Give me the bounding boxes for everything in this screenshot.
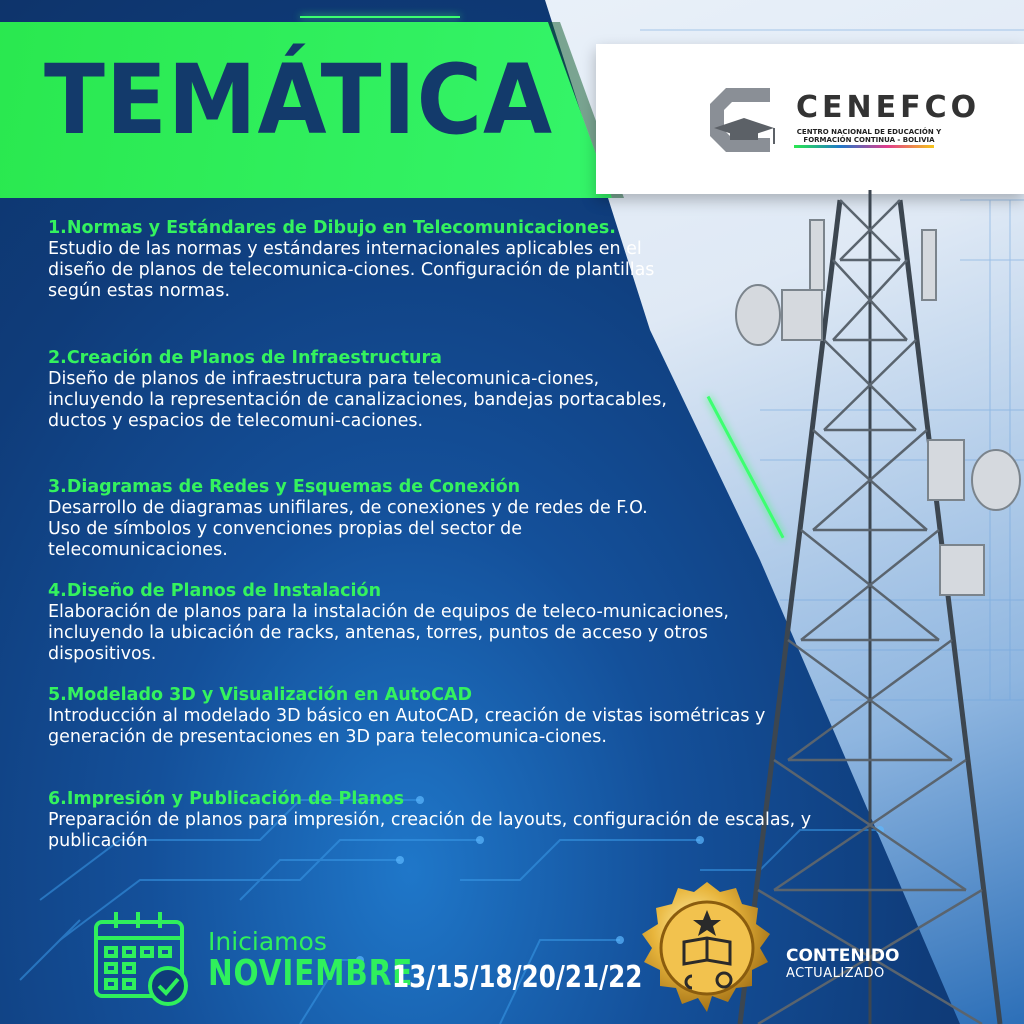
topic-description: Elaboración de planos para la instalación de equipos de teleco-municaciones, incluyendo la ubicación de racks, antenas, torres, puntos de acceso y otros dispositivos. xyxy=(48,602,729,664)
topic-title: 4.Diseño de Planos de Instalación xyxy=(48,581,382,601)
start-label: Iniciamos xyxy=(208,927,327,956)
topic-title: 5.Modelado 3D y Visualización en AutoCAD xyxy=(48,685,472,705)
topic-title: 1.Normas y Estándares de Dibujo en Telecomunicaciones. xyxy=(48,218,616,238)
topic-description: Introducción al modelado 3D básico en AutoCAD, creación de vistas isométricas y generación de presentaciones en 3D para telecomunica-ciones. xyxy=(48,706,766,747)
topic-description: Preparación de planos para impresión, creación de layouts, configuración de escalas, y publicación xyxy=(48,810,812,851)
accent-line-top xyxy=(300,16,460,18)
topic-title: 2.Creación de Planos de Infraestructura xyxy=(48,348,442,368)
badge-title: CONTENIDO xyxy=(786,946,900,966)
topic-item xyxy=(48,477,648,561)
class-dates: 13/15/18/20/21/22 xyxy=(392,960,643,995)
start-month: NOVIEMBRE xyxy=(208,953,414,994)
topic-item xyxy=(48,789,848,852)
topic-description: Diseño de planos de infraestructura para telecomunica-ciones, incluyendo la representación de canalizaciones, bandejas portacables, ductos y espacios de telecomuni-caciones. xyxy=(48,369,667,431)
topic-item xyxy=(48,581,768,665)
topic-title: 3.Diagramas de Redes y Esquemas de Conexión xyxy=(48,477,521,497)
brand-color-rule xyxy=(794,145,934,148)
cenefco-logo-icon xyxy=(700,78,788,162)
topic-item xyxy=(48,218,688,302)
topic-item xyxy=(48,685,838,748)
topic-title: 6.Impresión y Publicación de Planos xyxy=(48,789,405,809)
topic-description: Desarrollo de diagramas unifilares, de conexiones y de redes de F.O. Uso de símbolos y convenciones propias del sector de telecomunicaciones. xyxy=(48,498,648,560)
badge-subtitle: ACTUALIZADO xyxy=(786,966,885,981)
topic-description: Estudio de las normas y estándares internacionales aplicables en el diseño de planos de telecomunica-ciones. Configuración de plantillas según estas normas. xyxy=(48,239,655,301)
updated-content-medal xyxy=(632,880,782,1020)
topic-item xyxy=(48,348,688,432)
brand-subtitle: CENTRO NACIONAL DE EDUCACIÓN Y FORMACIÓN CONTINUA - BOLIVIA xyxy=(796,128,942,144)
page-title: TEMÁTICA xyxy=(44,44,554,156)
calendar-check-icon xyxy=(92,908,194,1008)
brand-name: CENEFCO xyxy=(796,90,981,125)
brand-card xyxy=(596,44,1024,194)
